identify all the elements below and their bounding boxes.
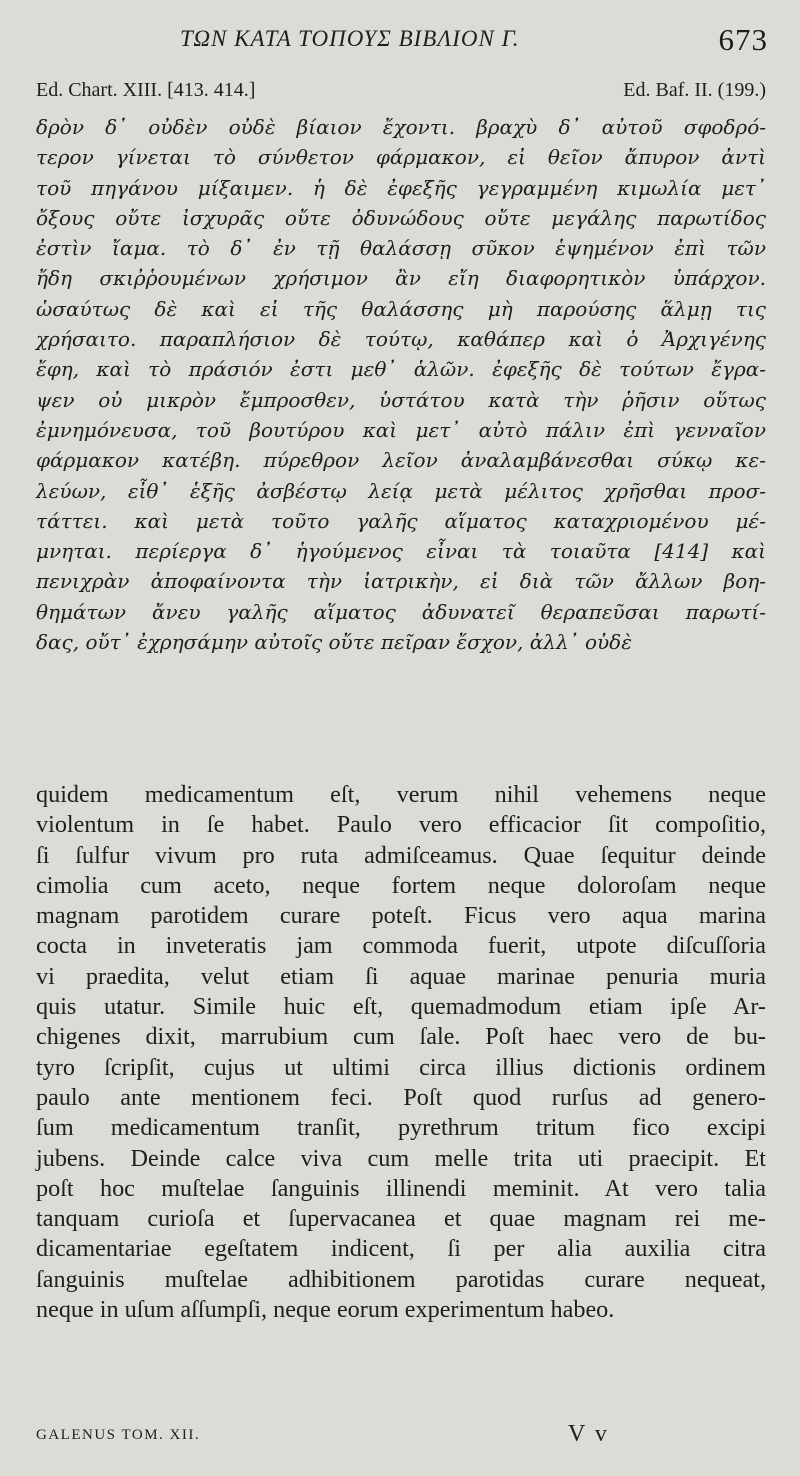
greek-text-line: ἐστὶν ἴαμα. τὸ δ᾽ ἐν τῇ θαλάσσῃ σῦκον ἑψημένον ἐπὶ τῶν (36, 236, 766, 261)
signature-mark-left: GALENUS TOM. XII. (36, 1427, 201, 1443)
latin-text-line: jubens. Deinde calce viva cum melle trita uti praecipit. Et (36, 1144, 766, 1172)
page-number: 673 (718, 22, 768, 57)
latin-text-line: vi praedita, velut etiam ſi aquae marinae penuria muria (36, 962, 766, 990)
running-title: ΤΩΝ ΚΑΤΑ ΤΟΠΟΥΣ ΒΙΒΛΙΟΝ Γ. (180, 26, 520, 51)
greek-text-block (36, 112, 766, 657)
latin-text-line: neque in uſum aſſumpſi, neque eorum experimentum habeo. (36, 1296, 615, 1324)
greek-text-line: δας, οὔτ᾽ ἐχρησάμην αὐτοῖς οὔτε πεῖραν ἔσχον, ἀλλ᾽ οὐδὲ (36, 630, 632, 655)
latin-text-line: poſt hoc muſtelae ſanguinis illinendi meminit. At vero talia (36, 1174, 766, 1202)
latin-text-line: ſanguinis muſtelae adhibitionem parotidas curare nequeat, (36, 1265, 766, 1293)
latin-text-line: ſum medicamentum tranſit, pyrethrum tritum fico excipi (36, 1114, 766, 1142)
latin-text-line: quis utatur. Simile huic eſt, quemadmodum etiam ipſe Ar- (36, 993, 766, 1021)
latin-text-line: quidem medicamentum eſt, verum nihil vehemens neque (36, 781, 766, 808)
edition-reference-left: Ed. Chart. XIII. [413. 414.] (36, 79, 256, 101)
latin-text-line: ſi ſulfur vivum pro ruta admiſceamus. Quae ſequitur deinde (36, 841, 766, 869)
greek-text-line: ὄξους οὔτε ἰσχυρᾶς οὔτε ὀδυνώδους οὔτε μεγάλης παρωτίδος (36, 205, 766, 230)
latin-text-line: cocta in inveteratis jam commoda fuerit, utpote diſcuſſoria (36, 932, 766, 960)
greek-text-line: πενιχρὰν ἀποφαίνοντα τὴν ἰατρικὴν, εἰ διὰ τῶν ἄλλων βοη- (36, 569, 766, 594)
greek-text-line: φάρμακον κατέβη. πύρεθρον λεῖον ἀναλαμβάνεσθαι σύκῳ κε- (36, 448, 766, 473)
latin-text-line: dicamentariae egeſtatem indicent, ſi per alia auxilia citra (36, 1235, 766, 1263)
latin-text-line: paulo ante mentionem feci. Poſt quod rurſus ad genero- (36, 1083, 766, 1111)
greek-text-line: θημάτων ἄνευ γαλῆς αἵματος ἀδυνατεῖ θεραπεῦσαι παρωτί- (36, 599, 766, 624)
greek-text-line: ἐμνημόνευσα, τοῦ βουτύρου καὶ μετ᾽ αὐτὸ πάλιν ἐπὶ γενναῖον (36, 417, 766, 442)
latin-text-line: magnam parotidem curare poteſt. Ficus vero aqua marina (36, 902, 766, 930)
greek-text-line: μνηται. περίεργα δ᾽ ἡγούμενος εἶναι τὰ τοιαῦτα [414] καὶ (36, 539, 766, 564)
latin-text-block (36, 780, 766, 1325)
greek-text-line: δρὸν δ᾽ οὐδὲν οὐδὲ βίαιον ἔχοντι. βραχὺ δ᾽ αὐτοῦ σφοδρό- (36, 115, 766, 139)
signature-mark-right: V v (568, 1421, 609, 1447)
greek-text-line: λεύων, εἶθ᾽ ἑξῆς ἀσβέστῳ λείᾳ μετὰ μέλιτος χρῆσθαι προσ- (36, 478, 766, 503)
greek-text-line: ψεν οὐ μικρὸν ἔμπροσθεν, ὑστάτου κατὰ τὴν ῥῆσιν οὕτως (36, 387, 766, 412)
latin-text-line: cimolia cum aceto, neque fortem neque doloroſam neque (36, 871, 766, 899)
greek-text-line: τερον γίνεται τὸ σύνθετον φάρμακον, εἰ θεῖον ἄπυρον ἀντὶ (36, 145, 766, 170)
greek-text-line: τοῦ πηγάνου μίξαιμεν. ἡ δὲ ἐφεξῆς γεγραμμένη κιμωλία μετ᾽ (36, 175, 766, 200)
edition-reference-right: Ed. Baf. II. (199.) (623, 79, 766, 101)
latin-text-line: tyro ſcripſit, cujus ut ultimi circa illius dictionis ordinem (36, 1053, 766, 1081)
greek-text-line: χρήσαιτο. παραπλήσιον δὲ τούτῳ, καθάπερ καὶ ὁ Ἀρχιγένης (36, 327, 766, 352)
latin-text-line: tanquam curioſa et ſupervacanea et quae magnam rei me- (36, 1205, 766, 1233)
greek-text-line: ἔφη, καὶ τὸ πράσιόν ἐστι μεθ᾽ ἁλῶν. ἐφεξῆς δὲ τούτων ἔγρα- (36, 357, 766, 382)
latin-text-line: violentum in ſe habet. Paulo vero efficacior ſit compoſitio, (36, 811, 766, 839)
latin-text-line: chigenes dixit, marrubium cum ſale. Poſt haec vero de bu- (36, 1023, 766, 1051)
greek-text-line: τάττει. καὶ μετὰ τοῦτο γαλῆς αἵματος καταχριομένου μέ- (36, 508, 766, 533)
greek-text-line: ὡσαύτως δὲ καὶ εἰ τῆς θαλάσσης μὴ παρούσης ἅλμῃ τις (36, 296, 766, 321)
greek-text-line: ἤδη σκιῤῥουμένων χρήσιμον ἂν εἴη διαφορητικὸν ὑπάρχον. (36, 266, 766, 291)
